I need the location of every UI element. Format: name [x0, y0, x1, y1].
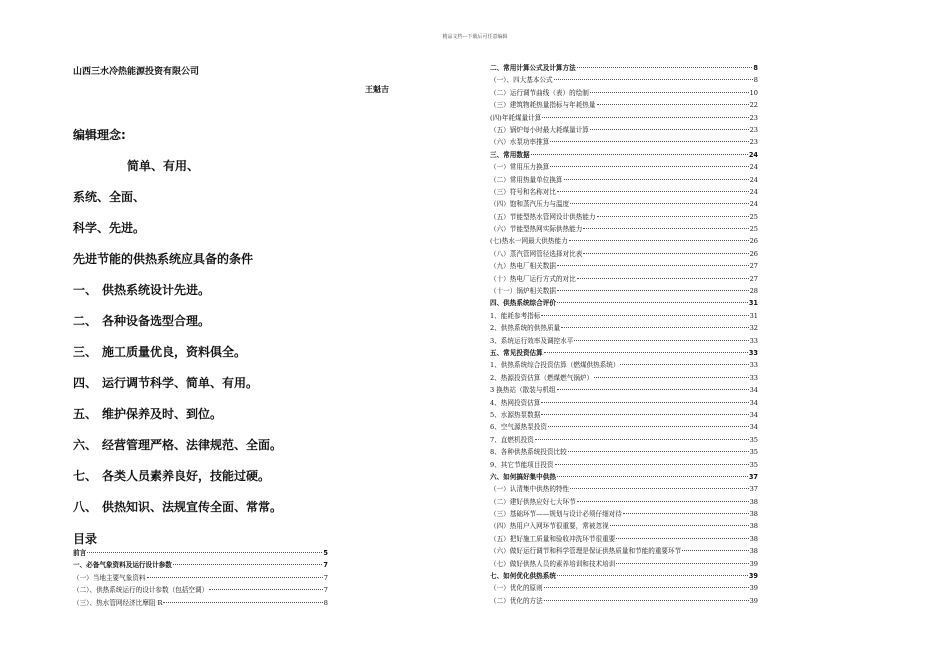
toc-page-number: 24	[749, 187, 758, 196]
toc-entry-title: （一）优化的原则	[490, 584, 543, 593]
toc-page-number: 37	[748, 472, 758, 481]
company-name: 山西三水冷热能源投资有限公司	[73, 67, 200, 77]
condition-text: 经营管理严格、法律规范、全面。	[102, 438, 283, 452]
toc-page-number: 35	[749, 448, 758, 457]
toc-entry[interactable]	[73, 597, 328, 609]
toc-title: 目录	[73, 532, 98, 546]
toc-entry[interactable]	[490, 310, 758, 322]
toc-entry-title: （四）饱和蒸汽压力与温度	[490, 200, 570, 209]
toc-dot-leader	[568, 451, 749, 452]
toc-dot-leader	[555, 464, 749, 465]
toc-left-column	[73, 547, 328, 609]
toc-dot-leader	[610, 525, 749, 526]
toc-entry[interactable]	[73, 584, 328, 596]
toc-page-number: 7	[323, 586, 328, 595]
toc-page-number: 27	[749, 262, 758, 271]
toc-entry-title: （十一）锅炉相关数据	[490, 287, 556, 296]
toc-dot-leader	[590, 129, 749, 130]
toc-dot-leader	[544, 587, 749, 588]
condition-text: 供热系统设计先进。	[102, 283, 211, 297]
toc-entry-title: 2、供热系统的供热质量	[490, 324, 561, 333]
toc-entry-title: 1、能耗参考指标	[490, 311, 541, 320]
toc-entry-title: 三、常用数据	[490, 150, 530, 159]
condition-text: 施工质量优良，资料俱全。	[102, 345, 247, 359]
toc-dot-leader	[594, 377, 749, 378]
toc-entry-title: （九）热电厂相关数据	[490, 262, 556, 271]
condition-item	[73, 467, 270, 484]
toc-entry[interactable]	[73, 559, 328, 571]
toc-entry-title: （三）建筑物耗热量指标与年耗热量	[490, 101, 596, 110]
toc-page-number: 39	[749, 559, 758, 568]
toc-entry-title: 七、如何优化供热系统	[490, 572, 556, 581]
toc-dot-leader	[574, 340, 748, 341]
toc-entry[interactable]	[490, 124, 758, 136]
toc-entry[interactable]	[490, 112, 758, 124]
toc-entry[interactable]	[490, 235, 758, 247]
condition-item	[73, 312, 210, 329]
toc-dot-leader	[544, 600, 749, 601]
toc-dot-leader	[616, 538, 748, 539]
toc-page-number: 24	[749, 175, 758, 184]
toc-entry[interactable]	[490, 459, 758, 471]
toc-entry[interactable]	[490, 558, 758, 570]
toc-entry-title: 二、常用计算公式及计算方法	[490, 64, 576, 72]
toc-dot-leader	[623, 513, 749, 514]
toc-page-number: 25	[749, 225, 758, 234]
toc-entry[interactable]	[490, 384, 758, 396]
condition-item	[73, 343, 246, 360]
toc-dot-leader	[583, 228, 748, 229]
condition-item	[73, 374, 258, 391]
toc-page-number: 8	[753, 76, 758, 85]
toc-page-number: 34	[749, 423, 758, 432]
toc-dot-leader	[590, 92, 749, 93]
toc-page-number: 23	[749, 125, 758, 134]
toc-entry-title: （一）常用压力换算	[490, 163, 550, 172]
toc-entry-title: （一）、四大基本公式	[490, 76, 553, 85]
toc-entry-title: （二）运行调节曲线（表）的绘制	[490, 88, 589, 97]
toc-entry-title: （四）热用户入网环节很重要，常被忽视	[490, 522, 609, 531]
author-name: 王魁吉	[365, 85, 389, 94]
concept-heading: 编辑理念:	[73, 128, 126, 142]
toc-entry[interactable]	[490, 273, 758, 285]
toc-entry[interactable]	[490, 471, 758, 483]
toc-dot-leader	[570, 488, 748, 489]
toc-page-number: 34	[749, 386, 758, 395]
condition-number: 三、	[73, 345, 98, 359]
toc-entry[interactable]	[490, 545, 758, 557]
toc-dot-leader	[569, 240, 749, 241]
toc-entry[interactable]	[490, 74, 758, 86]
toc-entry-title: （五）锅炉每小时最大耗煤量计算	[490, 125, 589, 134]
toc-dot-leader	[616, 563, 748, 564]
toc-page-number: 26	[749, 237, 758, 246]
concept-line: 科学、先进。	[73, 221, 146, 235]
condition-text: 运行调节科学、简单、有用。	[102, 376, 259, 390]
toc-page-number: 28	[749, 287, 758, 296]
toc-dot-leader	[147, 577, 323, 578]
toc-dot-leader	[597, 216, 749, 217]
condition-item	[73, 498, 282, 515]
toc-page-number: 35	[749, 435, 758, 444]
toc-dot-leader	[557, 302, 748, 303]
toc-entry[interactable]	[490, 409, 758, 421]
condition-number: 一、	[73, 283, 98, 297]
toc-page-number: 25	[749, 212, 758, 221]
toc-page-number: 37	[749, 485, 758, 494]
toc-page-number: 22	[749, 101, 758, 110]
toc-entry[interactable]	[490, 397, 758, 409]
toc-entry-title: （八）蒸汽管网管径选择对比表	[490, 249, 583, 258]
toc-entry-title: （六）做好运行调节和科学管理是保证供热质量和节能的重要环节	[490, 547, 682, 556]
toc-entry-title: （三）符号和名称对比	[490, 187, 556, 196]
toc-entry-title: 7、直燃机投资	[490, 435, 534, 444]
conditions-title: 先进节能的供热系统应具备的条件	[73, 252, 254, 266]
toc-page-number: 35	[749, 460, 758, 469]
toc-dot-leader	[561, 327, 748, 328]
toc-dot-leader	[557, 476, 748, 477]
page-watermark: 精品文档---下载后可任意编辑	[442, 34, 508, 40]
toc-entry[interactable]	[490, 174, 758, 186]
toc-entry[interactable]	[490, 570, 758, 582]
toc-entry[interactable]	[490, 483, 758, 495]
toc-entry[interactable]	[490, 99, 758, 111]
toc-entry[interactable]	[490, 322, 758, 334]
toc-entry[interactable]	[490, 372, 758, 384]
toc-page-number: 8	[323, 598, 328, 607]
toc-entry-title: （一）当地主要气象资料	[73, 573, 146, 582]
toc-page-number: 10	[749, 88, 758, 97]
toc-entry-title: 前言	[73, 549, 87, 557]
toc-entry-title: （三）、热水管网经济比摩阻 R	[73, 598, 163, 607]
condition-item	[73, 436, 282, 453]
toc-entry-title: 5、水源热泵数据	[490, 410, 541, 419]
toc-dot-leader	[620, 364, 748, 365]
toc-page-number: 7	[323, 573, 328, 582]
toc-right-column	[490, 62, 758, 607]
toc-page-number: 34	[749, 410, 758, 419]
toc-entry-title: 一、必备气象资料及运行设计参数	[73, 561, 172, 570]
toc-entry[interactable]	[490, 347, 758, 359]
toc-entry[interactable]	[490, 248, 758, 260]
toc-entry-title: （二）、供热系统运行的设计参数（包括空调）	[73, 586, 209, 595]
toc-entry-title: 3 换热站（散装与机组	[490, 386, 556, 395]
toc-entry-title: （五）节能型热水管网设计供热能力	[490, 212, 596, 221]
toc-dot-leader	[557, 389, 749, 390]
toc-entry[interactable]	[490, 211, 758, 223]
toc-page-number: 38	[749, 534, 758, 543]
toc-dot-leader	[597, 104, 749, 105]
toc-page-number: 23	[749, 138, 758, 147]
toc-entry-title: 五、常见投资估算	[490, 348, 543, 357]
toc-entry-title: （二）建好供热应好七大环节	[490, 497, 576, 506]
condition-number: 四、	[73, 376, 98, 390]
toc-entry-title: (七)热水一网最大供热能力	[490, 237, 568, 246]
toc-page-number: 39	[749, 584, 758, 593]
toc-entry[interactable]	[490, 434, 758, 446]
toc-page-number: 24	[748, 150, 758, 159]
toc-dot-leader	[577, 501, 749, 502]
toc-entry-title: 3、系统运行效率及调控水平	[490, 336, 574, 345]
toc-dot-leader	[548, 426, 749, 427]
toc-entry[interactable]	[490, 421, 758, 433]
toc-page-number: 38	[749, 510, 758, 519]
toc-entry[interactable]	[73, 572, 328, 584]
toc-dot-leader	[583, 253, 748, 254]
toc-dot-leader	[87, 552, 322, 553]
toc-page-number: 31	[749, 311, 758, 320]
toc-entry-title: （六）水泵功率推算	[490, 138, 550, 147]
toc-dot-leader	[554, 79, 753, 80]
toc-dot-leader	[550, 166, 748, 167]
toc-entry[interactable]	[73, 547, 328, 559]
toc-page-number: 39	[749, 596, 758, 605]
toc-page-number: 7	[323, 561, 328, 570]
toc-dot-leader	[564, 179, 749, 180]
toc-dot-leader	[163, 602, 322, 603]
toc-entry[interactable]	[490, 186, 758, 198]
condition-number: 二、	[73, 314, 98, 328]
toc-dot-leader	[682, 550, 748, 551]
toc-page-number: 32	[749, 324, 758, 333]
toc-dot-leader	[535, 439, 749, 440]
toc-entry-title: 8、各种供热系统投资比较	[490, 448, 567, 457]
toc-entry[interactable]	[490, 446, 758, 458]
condition-number: 八、	[73, 500, 98, 514]
condition-item	[73, 281, 210, 298]
toc-dot-leader	[557, 265, 749, 266]
toc-page-number: 33	[748, 348, 758, 357]
toc-dot-leader	[541, 402, 748, 403]
toc-dot-leader	[577, 67, 753, 68]
toc-dot-leader	[577, 278, 749, 279]
toc-page-number: 26	[749, 249, 758, 258]
toc-entry-title: 四、供热系统综合评价	[490, 299, 556, 308]
toc-dot-leader	[209, 589, 323, 590]
condition-text: 维护保养及时、到位。	[102, 407, 223, 421]
toc-entry-title: 1、供热系统综合投资估算（燃煤供热系统）	[490, 361, 620, 370]
toc-page-number: 34	[749, 398, 758, 407]
toc-dot-leader	[541, 315, 748, 316]
toc-entry[interactable]	[490, 260, 758, 272]
toc-entry-title: （三）基础环节——规划与设计必须仔细对待	[490, 510, 622, 519]
toc-entry-title: （二）常用热量单位换算	[490, 175, 563, 184]
toc-dot-leader	[531, 154, 748, 155]
toc-page-number: 39	[748, 572, 758, 581]
toc-entry-title: (四)年耗煤量计算	[490, 113, 542, 122]
toc-entry-title: （六）节能型热网实际供热能力	[490, 225, 583, 234]
condition-text: 各类人员素养良好，技能过硬。	[102, 469, 271, 483]
concept-line: 简单、有用、	[127, 159, 200, 173]
toc-entry[interactable]	[490, 508, 758, 520]
toc-page-number: 33	[749, 336, 758, 345]
toc-page-number: 24	[749, 163, 758, 172]
condition-item	[73, 405, 222, 422]
toc-entry[interactable]	[490, 595, 758, 607]
toc-dot-leader	[557, 290, 749, 291]
toc-entry-title: （二）优化的方法	[490, 596, 543, 605]
toc-entry[interactable]	[490, 582, 758, 594]
toc-entry[interactable]	[490, 223, 758, 235]
toc-entry[interactable]	[490, 297, 758, 309]
toc-entry[interactable]	[490, 359, 758, 371]
toc-dot-leader	[557, 191, 749, 192]
toc-entry[interactable]	[490, 161, 758, 173]
concept-line: 系统、全面、	[73, 190, 146, 204]
toc-entry[interactable]	[490, 149, 758, 161]
toc-entry[interactable]	[490, 198, 758, 210]
toc-page-number: 31	[748, 299, 758, 308]
condition-number: 六、	[73, 438, 98, 452]
toc-dot-leader	[550, 141, 748, 142]
toc-entry[interactable]	[490, 335, 758, 347]
toc-page-number: 27	[749, 274, 758, 283]
toc-entry[interactable]	[490, 87, 758, 99]
toc-dot-leader	[570, 203, 748, 204]
toc-entry-title: （一）认清集中供热的特性	[490, 485, 570, 494]
condition-number: 五、	[73, 407, 98, 421]
toc-page-number: 24	[749, 200, 758, 209]
toc-entry-title: （七）做好供热人员的素养培训和技术培训	[490, 559, 616, 568]
toc-dot-leader	[557, 575, 748, 576]
toc-entry[interactable]	[490, 496, 758, 508]
toc-entry[interactable]	[490, 62, 758, 74]
toc-entry[interactable]	[490, 533, 758, 545]
toc-entry-title: 2、热源投资估算（燃煤燃气锅炉）	[490, 373, 594, 382]
toc-page-number: 23	[749, 113, 758, 122]
toc-page-number: 38	[749, 547, 758, 556]
toc-entry-title: 9、其它节能项目投资	[490, 460, 554, 469]
toc-page-number: 33	[749, 361, 758, 370]
toc-entry-title: （十）热电厂运行方式的对比	[490, 274, 576, 283]
toc-page-number: 5	[323, 549, 328, 557]
toc-dot-leader	[173, 564, 323, 565]
toc-page-number: 38	[749, 497, 758, 506]
toc-entry-title: 六、如何搞好集中供热	[490, 472, 556, 481]
toc-entry[interactable]	[490, 285, 758, 297]
toc-page-number: 38	[749, 522, 758, 531]
toc-dot-leader	[542, 117, 748, 118]
toc-entry[interactable]	[490, 136, 758, 148]
toc-page-number: 8	[753, 64, 758, 72]
condition-text: 供热知识、法规宣传全面、常常。	[102, 500, 283, 514]
toc-dot-leader	[541, 414, 748, 415]
toc-entry[interactable]	[490, 520, 758, 532]
toc-dot-leader	[544, 352, 748, 353]
condition-text: 各种设备选型合理。	[102, 314, 211, 328]
toc-entry-title: 6、空气源热泵投资	[490, 423, 547, 432]
toc-page-number: 33	[749, 373, 758, 382]
condition-number: 七、	[73, 469, 98, 483]
toc-entry-title: （五）把好施工质量和验收冲洗环节很重要	[490, 534, 616, 543]
toc-entry-title: 4、热网投资估算	[490, 398, 541, 407]
